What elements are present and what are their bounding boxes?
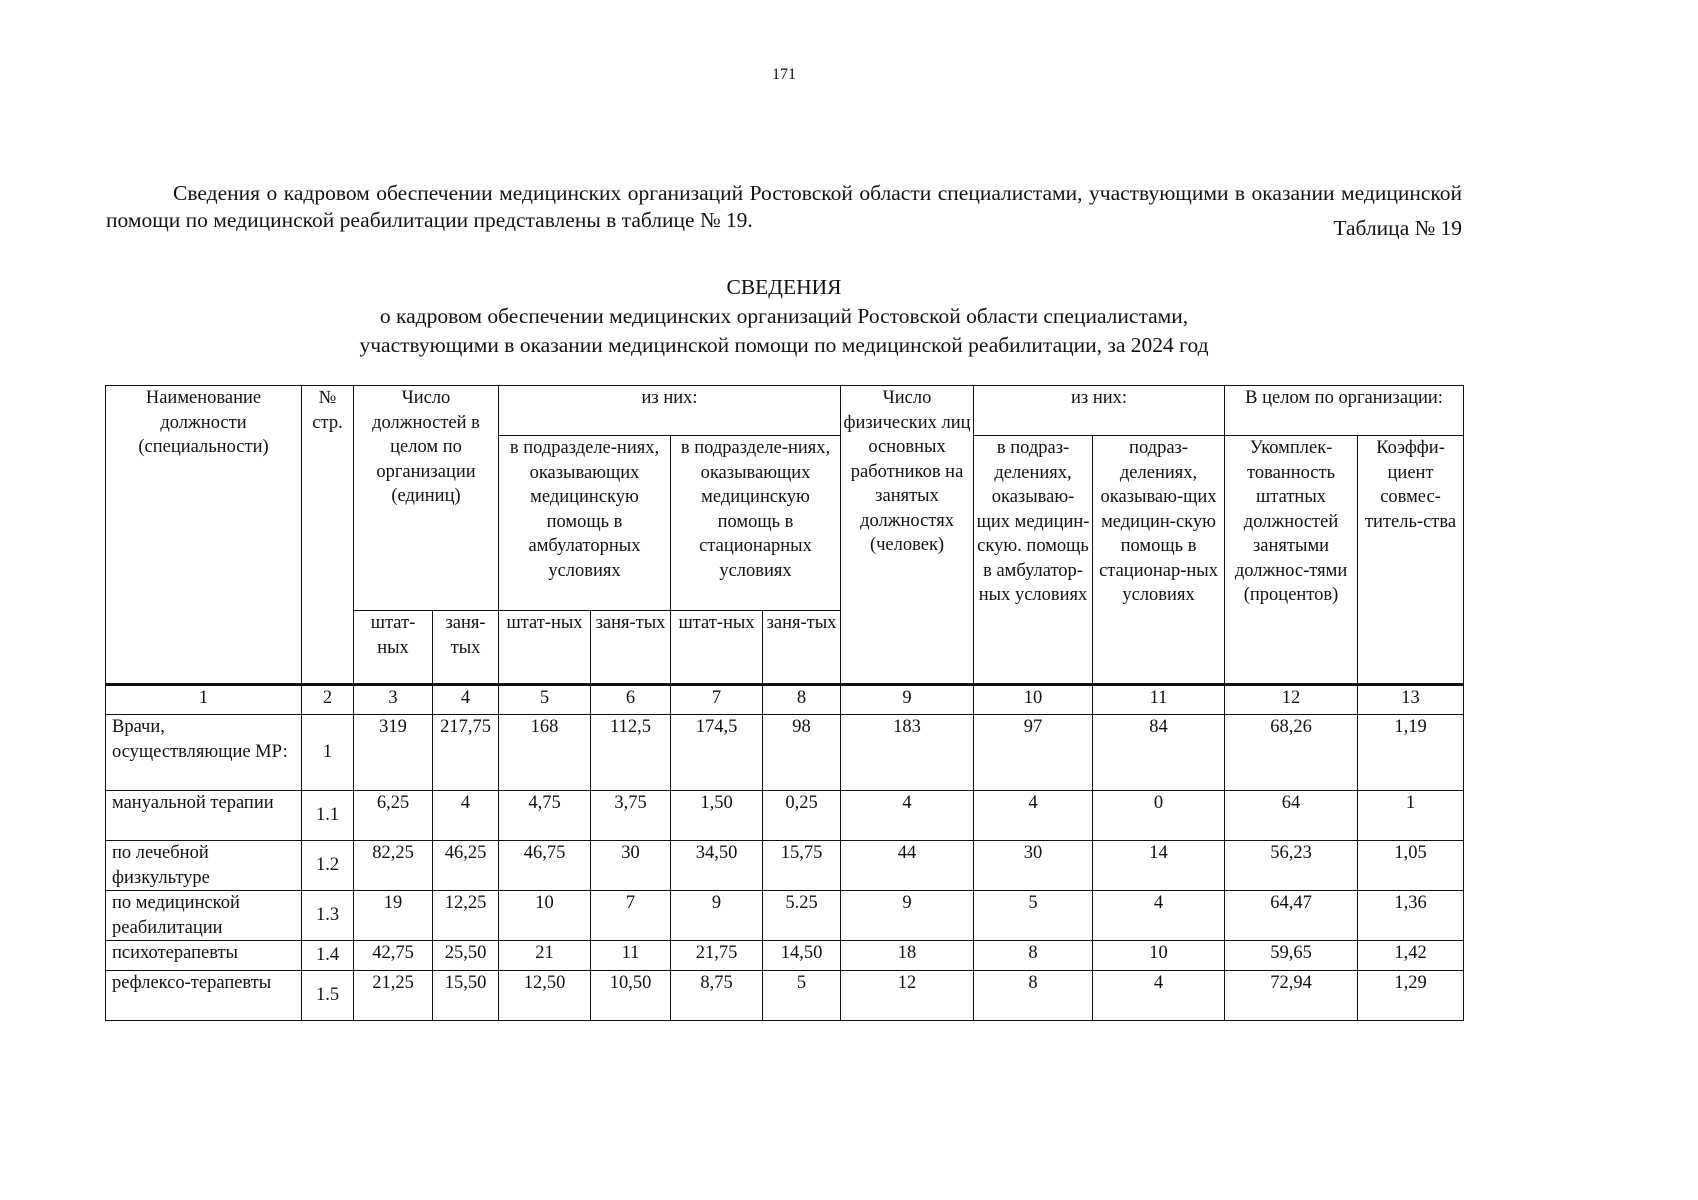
table-row — [106, 791, 1464, 841]
row-name: психотерапевты — [106, 941, 302, 971]
column-number: 9 — [841, 685, 974, 715]
row-number: 1.3 — [302, 891, 354, 941]
cell-value: 18 — [841, 941, 974, 971]
intro-paragraph: Сведения о кадровом обеспечении медицинских организаций Ростовской области специалистами, участвующими в оказании медицинской помощи по медицинской реабилитации представлены в таблице № 19. — [106, 180, 1462, 232]
row-number: 1 — [302, 715, 354, 791]
cell-value: 68,26 — [1225, 715, 1358, 791]
cell-value: 21,75 — [671, 941, 763, 971]
row-name: по медицинской реабилитации — [106, 891, 302, 941]
header-occupied: заня-тых — [433, 611, 499, 685]
column-number: 1 — [106, 685, 302, 715]
cell-value: 14 — [1093, 841, 1225, 891]
cell-value: 64,47 — [1225, 891, 1358, 941]
page-number: 171 — [772, 66, 796, 83]
cell-value: 0,25 — [763, 791, 841, 841]
column-number: 5 — [499, 685, 591, 715]
cell-value: 21,25 — [354, 971, 433, 1021]
staffing-table — [105, 385, 1464, 1021]
cell-value: 15,75 — [763, 841, 841, 891]
row-name: по лечебной физкультуре — [106, 841, 302, 891]
cell-value: 98 — [763, 715, 841, 791]
row-name: мануальной терапии — [106, 791, 302, 841]
header-staffing-level: Укомплек-тованность штатных должностей занятыми должнос-тями (процентов) — [1225, 436, 1358, 685]
cell-value: 5 — [763, 971, 841, 1021]
cell-value: 168 — [499, 715, 591, 791]
header-positions-total: Число должностей в целом по организации (единиц) — [354, 386, 499, 611]
cell-value: 4 — [1093, 891, 1225, 941]
column-numbers-row — [106, 685, 1464, 715]
cell-value: 5 — [974, 891, 1093, 941]
column-number: 13 — [1358, 685, 1464, 715]
header-physical-persons: Число физических лиц основных работников на занятых должностях (человек) — [841, 386, 974, 685]
cell-value: 174,5 — [671, 715, 763, 791]
cell-value: 183 — [841, 715, 974, 791]
cell-value: 46,25 — [433, 841, 499, 891]
cell-value: 30 — [591, 841, 671, 891]
row-number: 1.5 — [302, 971, 354, 1021]
cell-value: 14,50 — [763, 941, 841, 971]
column-number: 4 — [433, 685, 499, 715]
header-overall: В целом по организации: — [1225, 386, 1464, 436]
table-number-label: Таблица № 19 — [1333, 216, 1462, 240]
column-number: 8 — [763, 685, 841, 715]
header-row-number: № стр. — [302, 386, 354, 685]
cell-value: 19 — [354, 891, 433, 941]
row-name: Врачи, осуществляющие МР: — [106, 715, 302, 791]
table-body — [106, 685, 1464, 1021]
column-number: 6 — [591, 685, 671, 715]
header-outpatient: в подразделе-ниях, оказывающих медицинскую помощь в амбулаторных условиях — [499, 436, 671, 611]
table-row — [106, 941, 1464, 971]
cell-value: 1,50 — [671, 791, 763, 841]
cell-value: 12,50 — [499, 971, 591, 1021]
table-row — [106, 715, 1464, 791]
row-number: 1.2 — [302, 841, 354, 891]
header-staff: штат-ных — [671, 611, 763, 685]
cell-value: 82,25 — [354, 841, 433, 891]
table-row — [106, 841, 1464, 891]
cell-value: 42,75 — [354, 941, 433, 971]
column-number: 3 — [354, 685, 433, 715]
cell-value: 97 — [974, 715, 1093, 791]
column-number: 12 — [1225, 685, 1358, 715]
cell-value: 21 — [499, 941, 591, 971]
header-inpatient: в подразделе-ниях, оказывающих медицинскую помощь в стационарных условиях — [671, 436, 841, 611]
cell-value: 10 — [499, 891, 591, 941]
cell-value: 64 — [1225, 791, 1358, 841]
document-title: СВЕДЕНИЯ — [726, 275, 842, 299]
header-persons-outpatient: в подраз-делениях, оказываю-щих медицин-скую. помощь в амбулатор-ных условиях — [974, 436, 1093, 685]
header-of-them-persons: из них: — [974, 386, 1225, 436]
cell-value: 84 — [1093, 715, 1225, 791]
table-row — [106, 971, 1464, 1021]
table-row — [106, 891, 1464, 941]
column-number: 10 — [974, 685, 1093, 715]
cell-value: 1,42 — [1358, 941, 1464, 971]
cell-value: 112,5 — [591, 715, 671, 791]
header-persons-inpatient: подраз-делениях, оказываю-щих медицин-скую помощь в стационар-ных условиях — [1093, 436, 1225, 685]
cell-value: 56,23 — [1225, 841, 1358, 891]
cell-value: 8,75 — [671, 971, 763, 1021]
cell-value: 9 — [841, 891, 974, 941]
header-of-them-positions: из них: — [499, 386, 841, 436]
cell-value: 0 — [1093, 791, 1225, 841]
cell-value: 1,19 — [1358, 715, 1464, 791]
column-number: 7 — [671, 685, 763, 715]
cell-value: 44 — [841, 841, 974, 891]
cell-value: 25,50 — [433, 941, 499, 971]
cell-value: 4 — [1093, 971, 1225, 1021]
header-part-time-coefficient: Коэффи-циент совмес-титель-ства — [1358, 436, 1464, 685]
subtitle-line-2: участвующими в оказании медицинской помощи по медицинской реабилитации, за 2024 год — [359, 333, 1209, 357]
header-occupied: заня-тых — [591, 611, 671, 685]
cell-value: 217,75 — [433, 715, 499, 791]
cell-value: 1,29 — [1358, 971, 1464, 1021]
cell-value: 4 — [433, 791, 499, 841]
cell-value: 5.25 — [763, 891, 841, 941]
cell-value: 10,50 — [591, 971, 671, 1021]
cell-value: 12 — [841, 971, 974, 1021]
cell-value: 10 — [1093, 941, 1225, 971]
cell-value: 6,25 — [354, 791, 433, 841]
cell-value: 1 — [1358, 791, 1464, 841]
cell-value: 59,65 — [1225, 941, 1358, 971]
cell-value: 34,50 — [671, 841, 763, 891]
header-occupied: заня-тых — [763, 611, 841, 685]
cell-value: 3,75 — [591, 791, 671, 841]
row-number: 1.4 — [302, 941, 354, 971]
subtitle-line-1: о кадровом обеспечении медицинских организаций Ростовской области специалистами, — [379, 304, 1189, 328]
cell-value: 46,75 — [499, 841, 591, 891]
cell-value: 8 — [974, 941, 1093, 971]
row-name: рефлексо-терапевты — [106, 971, 302, 1021]
document-subtitle — [0, 302, 1568, 360]
cell-value: 4,75 — [499, 791, 591, 841]
row-number: 1.1 — [302, 791, 354, 841]
cell-value: 11 — [591, 941, 671, 971]
table-header — [106, 386, 1464, 685]
cell-value: 15,50 — [433, 971, 499, 1021]
header-staff: штат-ных — [354, 611, 433, 685]
cell-value: 1,36 — [1358, 891, 1464, 941]
cell-value: 4 — [841, 791, 974, 841]
cell-value: 319 — [354, 715, 433, 791]
header-name: Наименование должности (специальности) — [106, 386, 302, 685]
column-number: 11 — [1093, 685, 1225, 715]
cell-value: 72,94 — [1225, 971, 1358, 1021]
cell-value: 12,25 — [433, 891, 499, 941]
column-number: 2 — [302, 685, 354, 715]
cell-value: 7 — [591, 891, 671, 941]
cell-value: 1,05 — [1358, 841, 1464, 891]
header-staff: штат-ных — [499, 611, 591, 685]
cell-value: 9 — [671, 891, 763, 941]
cell-value: 30 — [974, 841, 1093, 891]
cell-value: 4 — [974, 791, 1093, 841]
cell-value: 8 — [974, 971, 1093, 1021]
